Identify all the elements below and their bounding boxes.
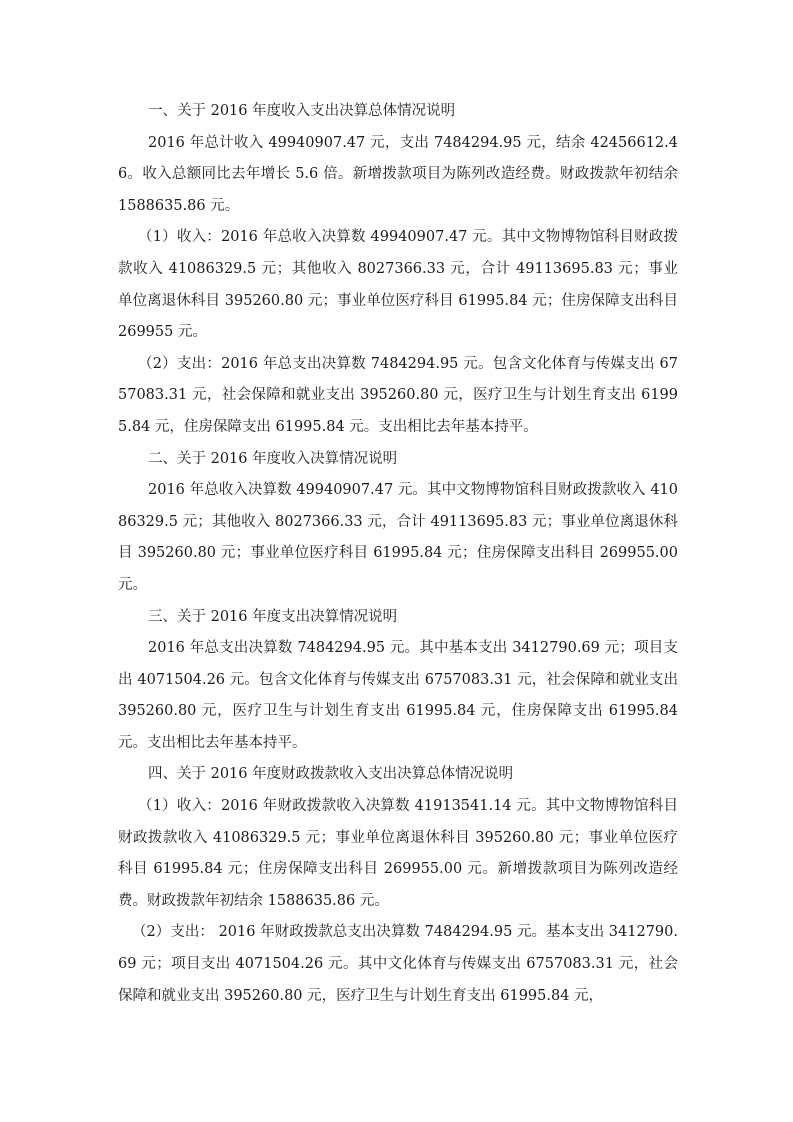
- section-2-paragraph: 2016 年总收入决算数 49940907.47 元。其中文物博物馆科目财政拨款收入 41086329.5 元；其他收入 8027366.33 元，合计 49113695.83 元；事业单位离退休科目 395260.80 元；事业单位医疗科目 61995.84 元；住房保障支出科目 269955.00 元。: [118, 482, 678, 593]
- section-3-paragraph: 2016 年总支出决算数 7484294.95 元。其中基本支出 3412790.69 元；项目支出 4071504.26 元。包含文化体育与传媒支出 6757083.31 元，社会保障和就业支出 395260.80 元，医疗卫生与计划生育支出 61995.84 元，住房保障支出 61995.84 元。支出相比去年基本持平。: [118, 640, 678, 751]
- section-4-paragraph-expenditure: （2）支出： 2016 年财政拨款总支出决算数 7484294.95 元。基本支出 3412790.69 元；项目支出 4071504.26 元。其中文化体育与传媒支出 6757083.31 元，社会保障和就业支出 395260.80 元，医疗卫生与计划生育支出 61995.84 元，: [118, 924, 678, 1004]
- section-4-paragraph-income: （1）收入：2016 年财政拨款收入决算数 41913541.14 元。其中文物博物馆科目财政拨款收入 41086329.5 元；事业单位离退休科目 395260.80 元；事业单位医疗科目 61995.84 元；住房保障支出科目 269955.00 元。新增拨款项目为陈列改造经费。财政拨款年初结余 1588635.86 元。: [118, 798, 678, 909]
- section-heading-4: 四、关于 2016 年度财政拨款收入支出决算总体情况说明: [148, 766, 514, 783]
- section-1-paragraph-expenditure: （2）支出：2016 年总支出决算数 7484294.95 元。包含文化体育与传媒支出 6757083.31 元，社会保障和就业支出 395260.80 元，医疗卫生与计划生育支出 61995.84 元，住房保障支出 61995.84 元。支出相比去年基本持平。: [118, 355, 678, 435]
- section-heading-2: 二、关于 2016 年度收入决算情况说明: [148, 450, 398, 467]
- document-body: [118, 96, 678, 1012]
- section-heading-3: 三、关于 2016 年度支出决算情况说明: [148, 608, 398, 625]
- section-1-paragraph-summary: 2016 年总计收入 49940907.47 元，支出 7484294.95 元，结余 42456612.46。收入总额同比去年增长 5.6 倍。新增拨款项目为陈列改造经费。财政拨款年初结余 1588635.86 元。: [118, 134, 678, 214]
- section-1-paragraph-income: （1）收入：2016 年总收入决算数 49940907.47 元。其中文物博物馆科目财政拨款收入 41086329.5 元；其他收入 8027366.33 元，合计 49113695.83 元；事业单位离退休科目 395260.80 元；事业单位医疗科目 61995.84 元；住房保障支出科目 269955 元。: [118, 229, 678, 341]
- section-heading-1: 一、关于 2016 年度收入支出决算总体情况说明: [148, 103, 456, 119]
